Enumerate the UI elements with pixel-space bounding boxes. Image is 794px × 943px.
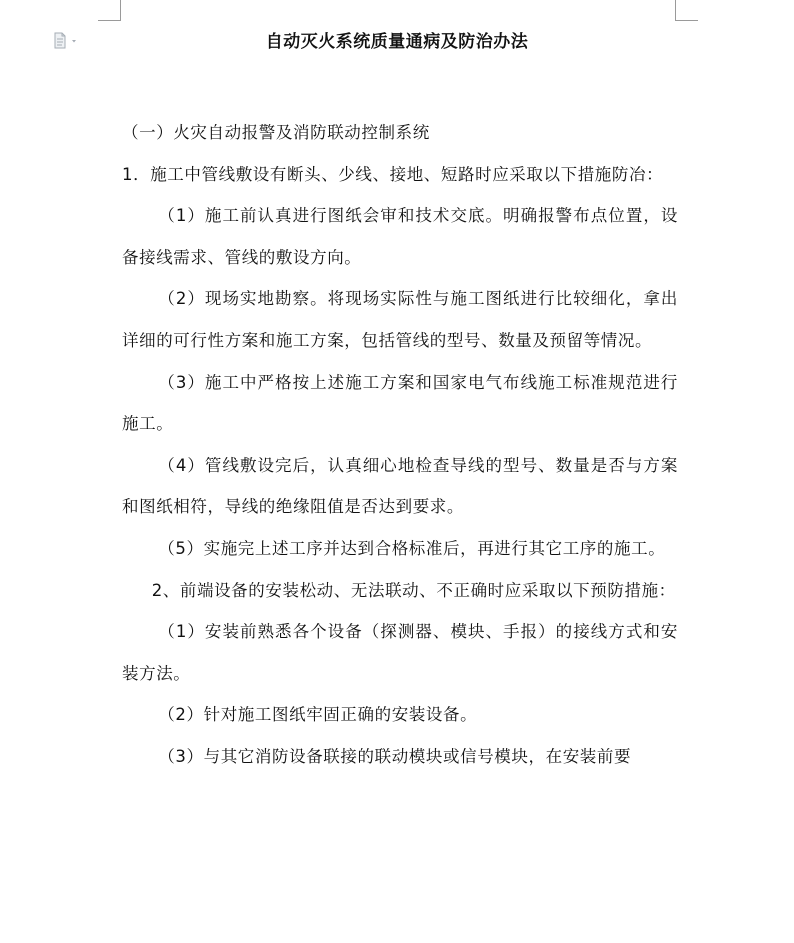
document-body <box>122 112 678 778</box>
document-title: 自动灭火系统质量通病及防治办法 <box>265 32 529 52</box>
paragraph-item-2-2: （2）针对施工图纸牢固正确的安装设备。 <box>158 705 478 725</box>
paragraph-item-2-3: （3）与其它消防设备联接的联动模块或信号模块，在安装前要 <box>158 746 632 766</box>
paragraph-item-1-5: （5）实施完上述工序并达到合格标准后，再进行其它工序的施工。 <box>158 538 666 558</box>
paragraph-item-1-4: （4）管线敷设完后，认真细心地检查导线的型号、数量是否与方案和图纸相符，导线的绝缘阻值是否达到要求。 <box>122 455 678 517</box>
section-heading: （一）火灾自动报警及消防联动控制系统 <box>122 123 430 142</box>
paragraph-item-2: 2、前端设备的安装松动、无法联动、不正确时应采取以下预防措施： <box>151 580 676 600</box>
paragraph-item-2-1: （1）安装前熟悉各个设备（探测器、模块、手报）的接线方式和安装方法。 <box>122 622 678 683</box>
paragraph-item-1-2: （2）现场实地勘察。将现场实际性与施工图纸进行比较细化，拿出详细的可行性方案和施工方案，包括管线的型号、数量及预留等情况。 <box>122 289 678 350</box>
paragraph-item-1-1: （1）施工前认真进行图纸会审和技术交底。明确报警布点位置，设备接线需求、管线的敷设方向。 <box>122 206 678 267</box>
page-corner-mark-left <box>98 0 121 21</box>
paragraph-item-1-3: （3）施工中严格按上述施工方案和国家电气布线施工标准规范进行施工。 <box>122 372 678 434</box>
page-corner-mark-right <box>675 0 698 21</box>
paragraph-item-1: 1．施工中管线敷设有断头、少线、接地、短路时应采取以下措施防冶： <box>122 164 664 184</box>
